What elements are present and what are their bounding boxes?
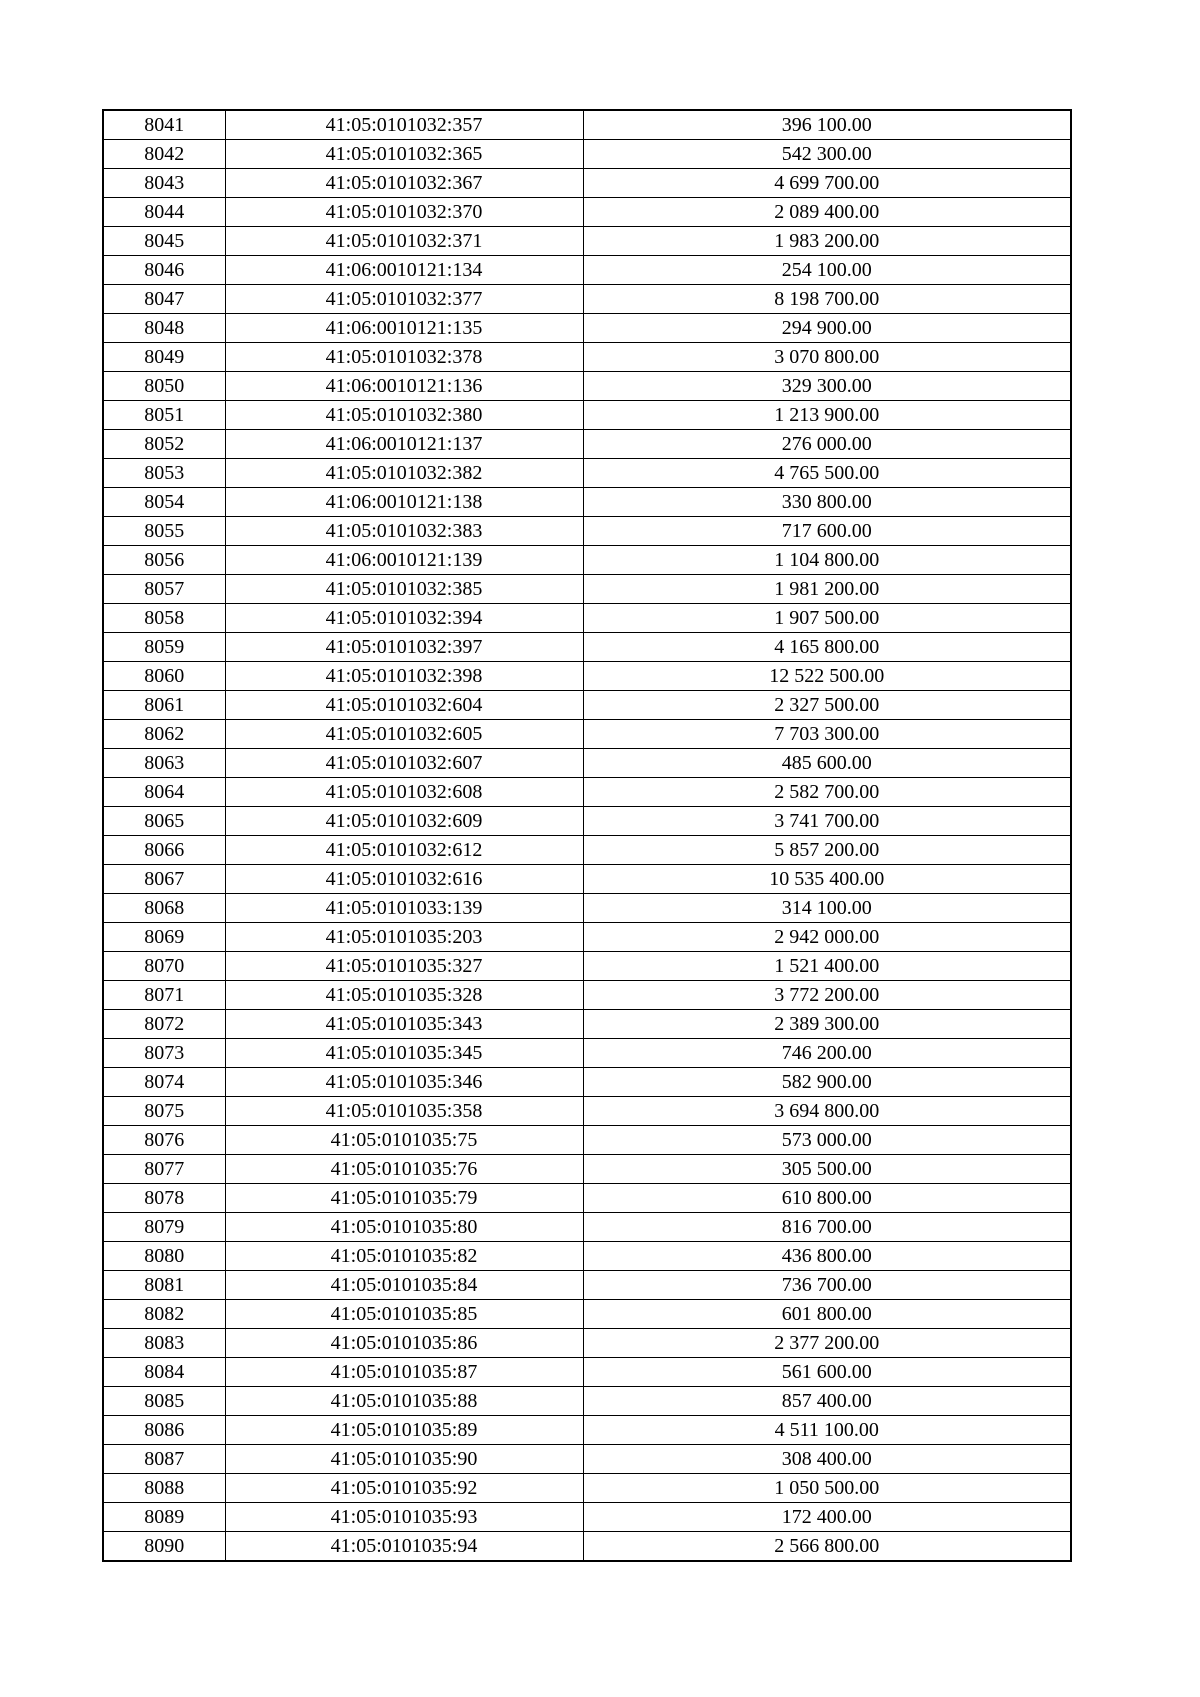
row-number-cell: 8074 (103, 1068, 225, 1097)
table-row (103, 517, 1071, 546)
row-number-cell: 8086 (103, 1416, 225, 1445)
table-row (103, 343, 1071, 372)
cadastral-value-cell: 2 089 400.00 (583, 198, 1071, 227)
cadastral-value-cell: 7 703 300.00 (583, 720, 1071, 749)
table-row (103, 1155, 1071, 1184)
row-number-cell: 8088 (103, 1474, 225, 1503)
cadastral-value-cell: 610 800.00 (583, 1184, 1071, 1213)
cadastral-number-cell: 41:05:0101035:94 (225, 1532, 583, 1562)
cadastral-number-cell: 41:05:0101032:605 (225, 720, 583, 749)
cadastral-number-cell: 41:05:0101035:79 (225, 1184, 583, 1213)
row-number-cell: 8054 (103, 488, 225, 517)
row-number-cell: 8041 (103, 110, 225, 140)
cadastral-value-cell: 4 699 700.00 (583, 169, 1071, 198)
row-number-cell: 8059 (103, 633, 225, 662)
cadastral-value-cell: 2 377 200.00 (583, 1329, 1071, 1358)
table-row (103, 169, 1071, 198)
table-row (103, 459, 1071, 488)
table-row (103, 923, 1071, 952)
table-row (103, 778, 1071, 807)
cadastral-number-cell: 41:05:0101032:382 (225, 459, 583, 488)
cadastral-number-cell: 41:05:0101032:394 (225, 604, 583, 633)
cadastral-value-cell: 172 400.00 (583, 1503, 1071, 1532)
cadastral-number-cell: 41:05:0101035:343 (225, 1010, 583, 1039)
cadastral-value-cell: 561 600.00 (583, 1358, 1071, 1387)
cadastral-value-cell: 3 772 200.00 (583, 981, 1071, 1010)
row-number-cell: 8042 (103, 140, 225, 169)
cadastral-value-cell: 1 104 800.00 (583, 546, 1071, 575)
cadastral-value-cell: 2 582 700.00 (583, 778, 1071, 807)
cadastral-number-cell: 41:05:0101035:87 (225, 1358, 583, 1387)
cadastral-number-cell: 41:05:0101032:604 (225, 691, 583, 720)
row-number-cell: 8060 (103, 662, 225, 691)
cadastral-value-cell: 436 800.00 (583, 1242, 1071, 1271)
cadastral-number-cell: 41:05:0101032:397 (225, 633, 583, 662)
cadastral-number-cell: 41:05:0101035:328 (225, 981, 583, 1010)
row-number-cell: 8044 (103, 198, 225, 227)
table-row (103, 981, 1071, 1010)
cadastral-value-cell: 10 535 400.00 (583, 865, 1071, 894)
cadastral-value-cell: 330 800.00 (583, 488, 1071, 517)
row-number-cell: 8067 (103, 865, 225, 894)
cadastral-value-cell: 396 100.00 (583, 110, 1071, 140)
table-row (103, 720, 1071, 749)
cadastral-number-cell: 41:05:0101035:80 (225, 1213, 583, 1242)
cadastral-number-cell: 41:05:0101033:139 (225, 894, 583, 923)
cadastral-number-cell: 41:06:0010121:136 (225, 372, 583, 401)
cadastral-number-cell: 41:05:0101035:92 (225, 1474, 583, 1503)
cadastral-number-cell: 41:05:0101035:88 (225, 1387, 583, 1416)
table-row (103, 140, 1071, 169)
row-number-cell: 8066 (103, 836, 225, 865)
cadastral-number-cell: 41:05:0101035:346 (225, 1068, 583, 1097)
row-number-cell: 8051 (103, 401, 225, 430)
table-row (103, 865, 1071, 894)
row-number-cell: 8057 (103, 575, 225, 604)
row-number-cell: 8048 (103, 314, 225, 343)
table-row (103, 749, 1071, 778)
table-row (103, 1300, 1071, 1329)
cadastral-value-cell: 5 857 200.00 (583, 836, 1071, 865)
table-row (103, 1503, 1071, 1532)
cadastral-number-cell: 41:05:0101035:93 (225, 1503, 583, 1532)
row-number-cell: 8047 (103, 285, 225, 314)
table-row (103, 1010, 1071, 1039)
cadastral-number-cell: 41:05:0101032:385 (225, 575, 583, 604)
cadastral-value-cell: 816 700.00 (583, 1213, 1071, 1242)
table-row (103, 1184, 1071, 1213)
cadastral-value-cell: 746 200.00 (583, 1039, 1071, 1068)
table-row (103, 1387, 1071, 1416)
cadastral-value-cell: 1 050 500.00 (583, 1474, 1071, 1503)
row-number-cell: 8090 (103, 1532, 225, 1562)
table-row (103, 1474, 1071, 1503)
cadastral-value-cell: 329 300.00 (583, 372, 1071, 401)
cadastral-number-cell: 41:05:0101032:398 (225, 662, 583, 691)
row-number-cell: 8062 (103, 720, 225, 749)
cadastral-number-cell: 41:06:0010121:138 (225, 488, 583, 517)
cadastral-value-table (102, 109, 1072, 1562)
cadastral-number-cell: 41:05:0101032:616 (225, 865, 583, 894)
cadastral-number-cell: 41:05:0101035:345 (225, 1039, 583, 1068)
cadastral-value-cell: 573 000.00 (583, 1126, 1071, 1155)
cadastral-value-cell: 4 765 500.00 (583, 459, 1071, 488)
cadastral-value-cell: 857 400.00 (583, 1387, 1071, 1416)
cadastral-number-cell: 41:05:0101035:358 (225, 1097, 583, 1126)
table-row (103, 1126, 1071, 1155)
row-number-cell: 8075 (103, 1097, 225, 1126)
table-row (103, 575, 1071, 604)
cadastral-value-cell: 1 521 400.00 (583, 952, 1071, 981)
row-number-cell: 8077 (103, 1155, 225, 1184)
row-number-cell: 8056 (103, 546, 225, 575)
table-row (103, 633, 1071, 662)
cadastral-value-cell: 308 400.00 (583, 1445, 1071, 1474)
table-row (103, 256, 1071, 285)
cadastral-value-cell: 2 942 000.00 (583, 923, 1071, 952)
table-row (103, 227, 1071, 256)
table-row (103, 1532, 1071, 1562)
row-number-cell: 8043 (103, 169, 225, 198)
table-row (103, 691, 1071, 720)
cadastral-number-cell: 41:05:0101032:383 (225, 517, 583, 546)
row-number-cell: 8065 (103, 807, 225, 836)
cadastral-value-cell: 4 511 100.00 (583, 1416, 1071, 1445)
cadastral-number-cell: 41:05:0101032:380 (225, 401, 583, 430)
cadastral-number-cell: 41:05:0101032:607 (225, 749, 583, 778)
cadastral-value-cell: 12 522 500.00 (583, 662, 1071, 691)
cadastral-value-cell: 485 600.00 (583, 749, 1071, 778)
row-number-cell: 8069 (103, 923, 225, 952)
cadastral-value-cell: 276 000.00 (583, 430, 1071, 459)
cadastral-number-cell: 41:05:0101035:85 (225, 1300, 583, 1329)
table-row (103, 1097, 1071, 1126)
cadastral-number-cell: 41:06:0010121:134 (225, 256, 583, 285)
cadastral-number-cell: 41:05:0101035:86 (225, 1329, 583, 1358)
table-row (103, 110, 1071, 140)
table-row (103, 807, 1071, 836)
cadastral-value-cell: 582 900.00 (583, 1068, 1071, 1097)
table-row (103, 1242, 1071, 1271)
table-row (103, 1271, 1071, 1300)
table-row (103, 198, 1071, 227)
row-number-cell: 8049 (103, 343, 225, 372)
table-body (103, 110, 1071, 1561)
table-row (103, 836, 1071, 865)
table-row (103, 1329, 1071, 1358)
cadastral-value-cell: 314 100.00 (583, 894, 1071, 923)
table-row (103, 604, 1071, 633)
cadastral-value-cell: 2 327 500.00 (583, 691, 1071, 720)
cadastral-value-cell: 736 700.00 (583, 1271, 1071, 1300)
table-row (103, 1213, 1071, 1242)
cadastral-value-cell: 1 213 900.00 (583, 401, 1071, 430)
cadastral-number-cell: 41:05:0101032:377 (225, 285, 583, 314)
table-row (103, 662, 1071, 691)
cadastral-number-cell: 41:06:0010121:135 (225, 314, 583, 343)
table-row (103, 1358, 1071, 1387)
table-row (103, 285, 1071, 314)
cadastral-value-cell: 4 165 800.00 (583, 633, 1071, 662)
row-number-cell: 8068 (103, 894, 225, 923)
table-row (103, 1068, 1071, 1097)
table-row (103, 894, 1071, 923)
row-number-cell: 8053 (103, 459, 225, 488)
row-number-cell: 8058 (103, 604, 225, 633)
table-row (103, 1445, 1071, 1474)
table-row (103, 1039, 1071, 1068)
row-number-cell: 8052 (103, 430, 225, 459)
row-number-cell: 8073 (103, 1039, 225, 1068)
cadastral-value-cell: 2 389 300.00 (583, 1010, 1071, 1039)
cadastral-number-cell: 41:05:0101035:84 (225, 1271, 583, 1300)
cadastral-value-cell: 542 300.00 (583, 140, 1071, 169)
cadastral-number-cell: 41:05:0101032:365 (225, 140, 583, 169)
cadastral-value-cell: 3 070 800.00 (583, 343, 1071, 372)
row-number-cell: 8061 (103, 691, 225, 720)
cadastral-value-cell: 294 900.00 (583, 314, 1071, 343)
table-row (103, 430, 1071, 459)
cadastral-value-cell: 2 566 800.00 (583, 1532, 1071, 1562)
row-number-cell: 8082 (103, 1300, 225, 1329)
cadastral-number-cell: 41:05:0101035:90 (225, 1445, 583, 1474)
cadastral-number-cell: 41:05:0101035:327 (225, 952, 583, 981)
table-row (103, 314, 1071, 343)
cadastral-number-cell: 41:05:0101032:367 (225, 169, 583, 198)
table-row (103, 488, 1071, 517)
cadastral-number-cell: 41:05:0101032:371 (225, 227, 583, 256)
cadastral-number-cell: 41:05:0101032:357 (225, 110, 583, 140)
cadastral-number-cell: 41:05:0101035:203 (225, 923, 583, 952)
row-number-cell: 8045 (103, 227, 225, 256)
row-number-cell: 8083 (103, 1329, 225, 1358)
cadastral-number-cell: 41:06:0010121:139 (225, 546, 583, 575)
cadastral-number-cell: 41:05:0101032:609 (225, 807, 583, 836)
cadastral-number-cell: 41:05:0101035:76 (225, 1155, 583, 1184)
row-number-cell: 8087 (103, 1445, 225, 1474)
cadastral-number-cell: 41:06:0010121:137 (225, 430, 583, 459)
row-number-cell: 8071 (103, 981, 225, 1010)
cadastral-value-cell: 254 100.00 (583, 256, 1071, 285)
table-row (103, 1416, 1071, 1445)
row-number-cell: 8078 (103, 1184, 225, 1213)
cadastral-value-cell: 1 983 200.00 (583, 227, 1071, 256)
table-row (103, 372, 1071, 401)
row-number-cell: 8070 (103, 952, 225, 981)
cadastral-number-cell: 41:05:0101032:608 (225, 778, 583, 807)
row-number-cell: 8089 (103, 1503, 225, 1532)
row-number-cell: 8055 (103, 517, 225, 546)
cadastral-number-cell: 41:05:0101032:378 (225, 343, 583, 372)
cadastral-number-cell: 41:05:0101035:75 (225, 1126, 583, 1155)
row-number-cell: 8085 (103, 1387, 225, 1416)
cadastral-value-cell: 8 198 700.00 (583, 285, 1071, 314)
cadastral-value-cell: 1 981 200.00 (583, 575, 1071, 604)
cadastral-value-cell: 3 694 800.00 (583, 1097, 1071, 1126)
row-number-cell: 8072 (103, 1010, 225, 1039)
cadastral-value-cell: 1 907 500.00 (583, 604, 1071, 633)
table-row (103, 952, 1071, 981)
cadastral-value-cell: 305 500.00 (583, 1155, 1071, 1184)
cadastral-number-cell: 41:05:0101035:82 (225, 1242, 583, 1271)
row-number-cell: 8081 (103, 1271, 225, 1300)
cadastral-value-cell: 601 800.00 (583, 1300, 1071, 1329)
row-number-cell: 8076 (103, 1126, 225, 1155)
row-number-cell: 8079 (103, 1213, 225, 1242)
row-number-cell: 8080 (103, 1242, 225, 1271)
row-number-cell: 8084 (103, 1358, 225, 1387)
cadastral-number-cell: 41:05:0101032:370 (225, 198, 583, 227)
table-row (103, 546, 1071, 575)
row-number-cell: 8064 (103, 778, 225, 807)
cadastral-number-cell: 41:05:0101035:89 (225, 1416, 583, 1445)
row-number-cell: 8050 (103, 372, 225, 401)
row-number-cell: 8063 (103, 749, 225, 778)
cadastral-number-cell: 41:05:0101032:612 (225, 836, 583, 865)
row-number-cell: 8046 (103, 256, 225, 285)
cadastral-value-cell: 717 600.00 (583, 517, 1071, 546)
table-row (103, 401, 1071, 430)
cadastral-value-cell: 3 741 700.00 (583, 807, 1071, 836)
